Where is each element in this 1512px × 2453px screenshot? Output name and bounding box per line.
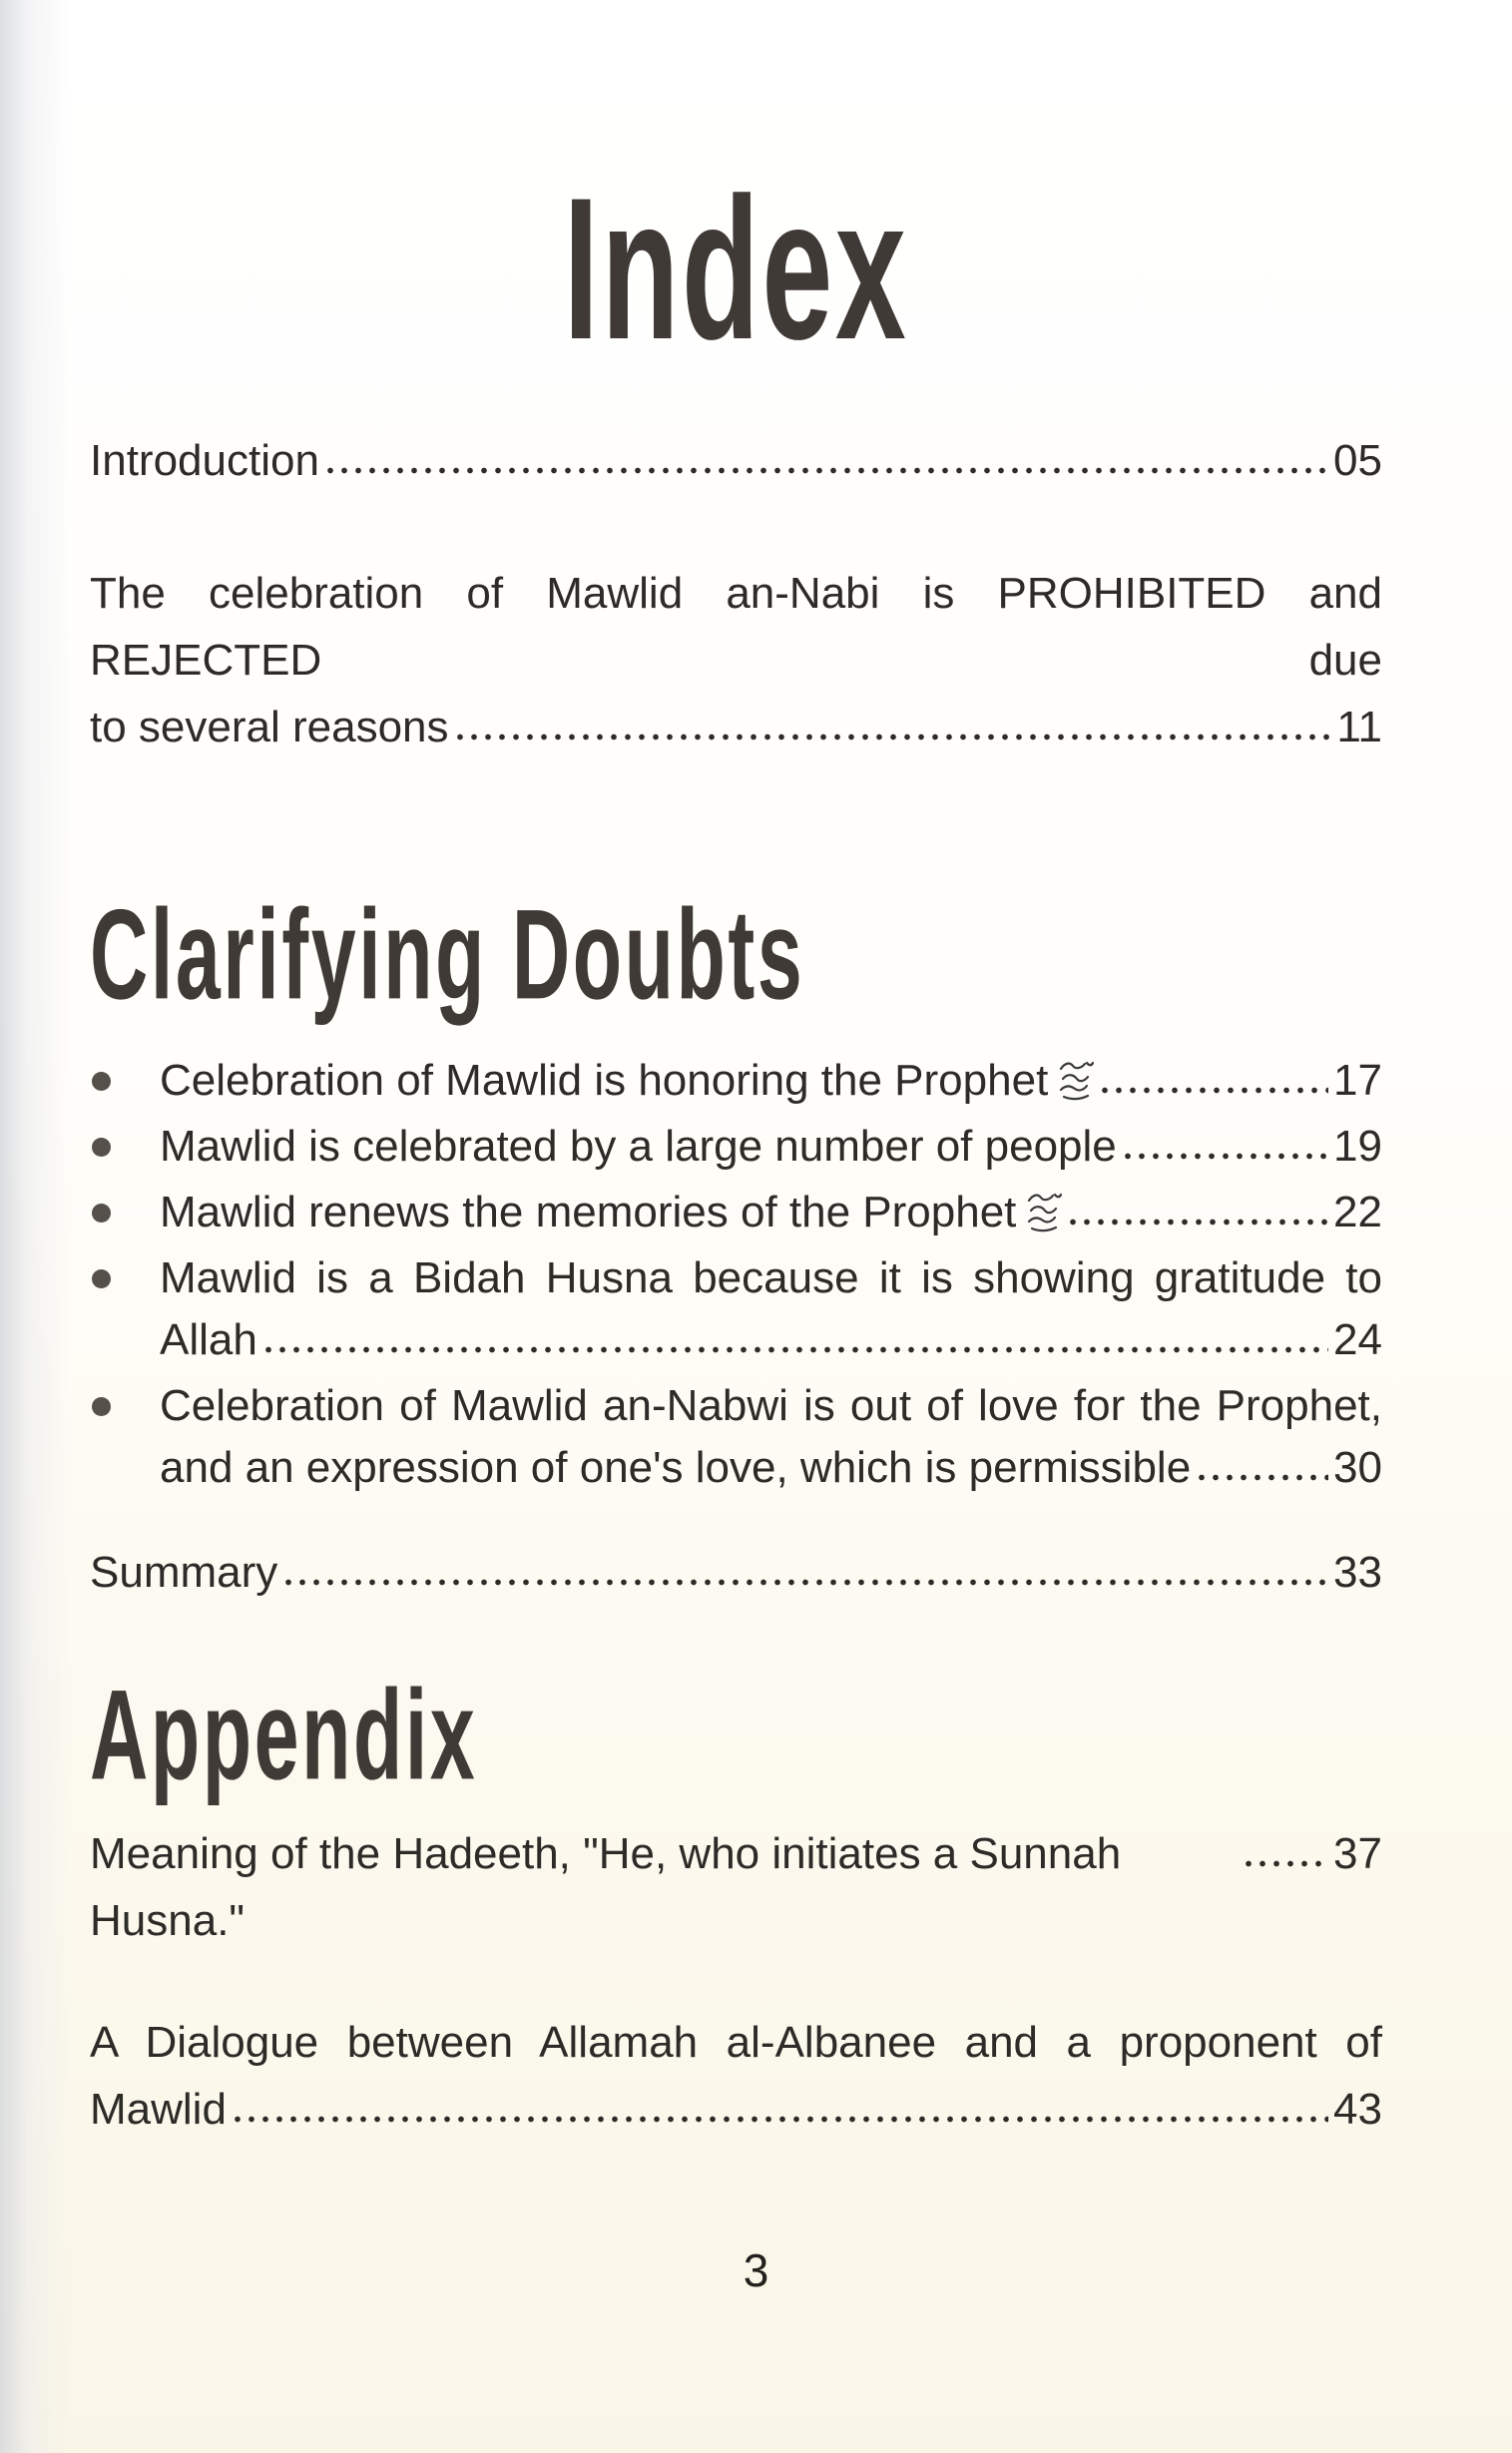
toc-entry-page: 17 xyxy=(1333,1056,1382,1105)
page-title-wrap xyxy=(90,138,1382,382)
dot-leader xyxy=(323,465,1328,475)
toc-entry-page: 19 xyxy=(1333,1122,1382,1171)
toc-entry-line: A Dialogue between Allamah al-Albanee and a proponent of xyxy=(90,2018,1382,2067)
toc-entry-out-of-love xyxy=(160,1375,1382,1499)
bullet-dot xyxy=(92,1072,111,1091)
toc-entry-lastline xyxy=(160,1437,1382,1499)
toc-entry-label: Mawlid is celebrated by a large number of people xyxy=(160,1122,1117,1171)
prophet-honorific-icon xyxy=(1058,1059,1094,1103)
dot-leader xyxy=(1121,1151,1328,1161)
toc-entry-lastline xyxy=(90,2076,1382,2143)
list-item xyxy=(90,1247,1382,1371)
toc-entry-page: 30 xyxy=(1333,1443,1382,1492)
toc-entry-label: Summary xyxy=(90,1548,278,1597)
toc-entry-lastline xyxy=(160,1309,1382,1371)
toc-entry-line: Mawlid is a Bidah Husna because it is showing gratitude to xyxy=(160,1253,1382,1302)
prophet-honorific-icon xyxy=(1026,1191,1062,1234)
toc-entry-page: 05 xyxy=(1333,436,1382,485)
toc-entry-line: The celebration of Mawlid an-Nabi is PROHIBITED and REJECTED due xyxy=(90,569,1382,685)
bullet-dot xyxy=(92,1269,111,1288)
toc-entry-label: Mawlid xyxy=(90,2085,227,2134)
toc-entry-page: 37 xyxy=(1333,1829,1382,1878)
toc-entry-label: Mawlid renews the memories of the Prophet xyxy=(160,1188,1017,1236)
toc-entry-label: to several reasons xyxy=(90,703,449,751)
toc-entry-line xyxy=(160,1050,1382,1112)
toc-entry-introduction xyxy=(90,427,1382,494)
dot-leader xyxy=(1242,1858,1328,1868)
toc-entry-large-number xyxy=(160,1116,1382,1178)
toc-entry-page: 33 xyxy=(1333,1548,1382,1597)
list-item xyxy=(90,1050,1382,1112)
toc-entry-label: and an expression of one's love, which is permissible xyxy=(160,1443,1192,1492)
bullet-dot xyxy=(92,1138,111,1157)
toc-entry-prohibited xyxy=(90,560,1382,760)
dot-leader xyxy=(281,1577,1328,1587)
toc-entry-page: 22 xyxy=(1333,1188,1382,1236)
list-item xyxy=(90,1182,1382,1243)
toc-entry-label: Celebration of Mawlid is honoring the Prophet xyxy=(160,1056,1049,1105)
toc-entry-label: Meaning of the Hadeeth, "He, who initiates a Sunnah Husna." xyxy=(90,1829,1122,1945)
toc-entry-summary xyxy=(90,1539,1382,1606)
list-item xyxy=(90,1116,1382,1178)
dot-leader xyxy=(453,732,1332,741)
toc-entry-page: 11 xyxy=(1336,703,1382,751)
clarifying-doubts-heading: Clarifying Doubts xyxy=(90,883,805,1027)
toc-entry-page: 43 xyxy=(1333,2085,1382,2134)
toc-entry-lastline xyxy=(90,694,1382,760)
toc-entry-page: 24 xyxy=(1333,1315,1382,1364)
bullet-dot xyxy=(92,1204,111,1223)
toc-entry-honoring xyxy=(160,1050,1382,1112)
index-content xyxy=(0,138,1512,2143)
doubts-list xyxy=(90,1050,1382,1499)
dot-leader xyxy=(1195,1472,1328,1482)
section-heading-wrap xyxy=(90,1664,1382,1820)
toc-entry-line: Celebration of Mawlid an-Nabwi is out of love for the Prophet, xyxy=(160,1381,1382,1430)
dot-leader xyxy=(231,2114,1328,2124)
toc-entry-dialogue xyxy=(90,2009,1382,2143)
appendix-heading: Appendix xyxy=(90,1664,478,1807)
toc-entry-renews-memories xyxy=(160,1182,1382,1243)
toc-entry-bidah-husna xyxy=(160,1247,1382,1371)
section-heading-wrap xyxy=(90,883,1382,1040)
page-number: 3 xyxy=(743,2244,769,2296)
toc-entry-label: Allah xyxy=(160,1315,257,1364)
toc-entry-label: Introduction xyxy=(90,436,319,485)
dot-leader xyxy=(261,1344,1328,1354)
page-title: Index xyxy=(563,155,909,382)
bullet-dot xyxy=(92,1397,111,1416)
dot-leader xyxy=(1098,1085,1328,1095)
list-item xyxy=(90,1375,1382,1499)
toc-entry-line xyxy=(160,1182,1382,1243)
dot-leader xyxy=(1066,1217,1328,1226)
toc-entry-meaning xyxy=(90,1820,1382,1954)
toc-entry-line xyxy=(160,1116,1382,1178)
